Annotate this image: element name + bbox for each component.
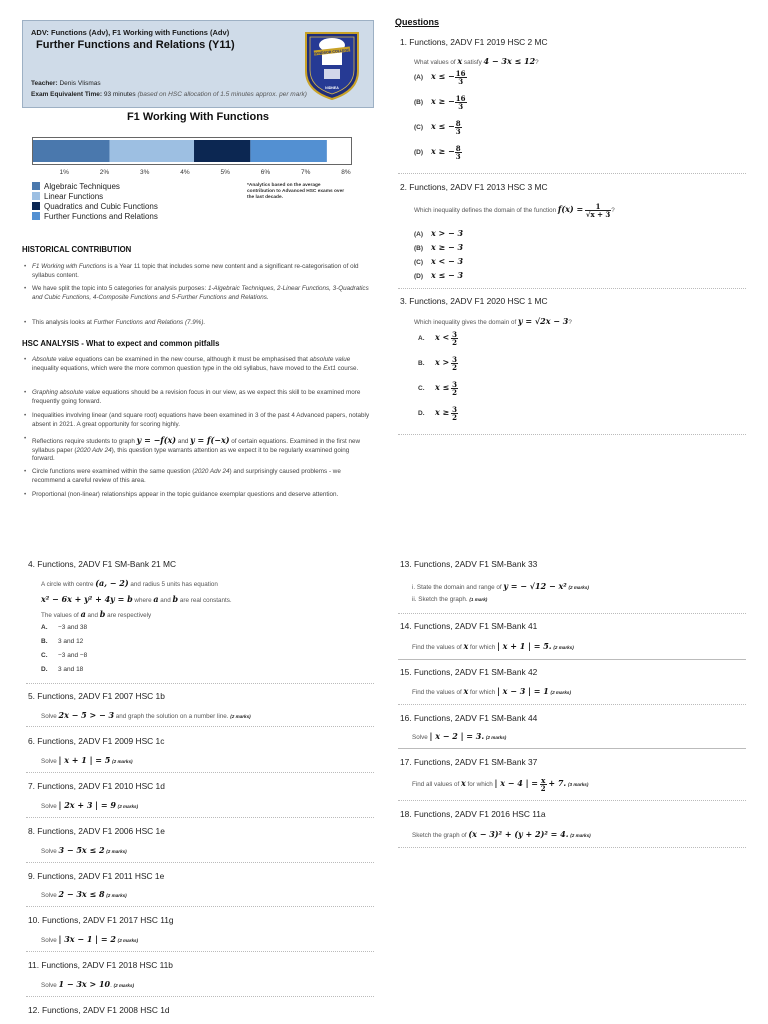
option-label: (B) [414,245,424,252]
option-text: 3 and 12 [58,638,84,645]
option-text: −3 and −8 [58,652,88,659]
stacked-bar-chart [32,137,352,165]
marks-label: (2 marks) [568,585,589,590]
legend-swatch [32,212,40,220]
stem-text: A circle with centre [41,581,96,588]
bullet-text: equations should be a revision focus in our view, as we expect this skill to be examined more frequently going forward. [32,389,361,405]
question-stem [41,710,251,720]
bullet-text: of certain equations. Examined in the first new syllabus paper ( [32,438,361,454]
marks-label: (2 marks) [117,804,139,809]
stem-text: What values of [414,59,458,66]
stem-text: Find the values of [412,644,464,651]
math-expression: x < [435,332,450,343]
stem-text: for which [465,781,495,789]
math-expression: | x − 2 | = 3. [429,731,485,741]
stem-text: ? [535,59,539,66]
marks-label: (2 marks) [113,983,135,988]
fraction [455,70,467,85]
math-expression: y = −f(x) [136,435,177,445]
question-title: 16. Functions, 2ADV F1 SM-Bank 44 [400,713,538,723]
header-subtitle: ADV: Functions (Adv), F1 Working with Functions (Adv) [31,28,230,37]
exam-time-value: 93 minutes [103,91,136,98]
math-expression: (x − 3)² + (y + 2)² = 4. [468,829,569,839]
stem-text: Sketch the graph of [412,832,469,839]
question-title: 9. Functions, 2ADV F1 2011 HSC 1e [28,871,165,881]
option-label: A. [41,624,48,631]
math-expression: x ≤ − [431,121,455,132]
exam-time-label: Exam Equivalent Time: [31,91,103,98]
question-title: 17. Functions, 2ADV F1 SM-Bank 37 [400,757,538,767]
analysis-bullet [32,356,372,373]
marks-label: (2 marks) [117,938,139,943]
divider [398,704,746,705]
option-label: (C) [414,259,424,266]
option-a [414,70,467,85]
divider [26,772,374,773]
numerator: 16 [455,94,466,103]
fraction [451,406,458,421]
math-expression: x ≥ [435,407,450,418]
marks-label: (2 marks) [112,759,133,764]
stem-text: and [85,612,100,619]
stem-text: are real constants. [178,597,232,604]
marks-label: (2 marks) [570,833,591,838]
marks-label: (2 marks) [485,735,507,740]
math-expression: x ≤ − 3 [431,270,464,280]
bullet-emphasis: 2020 Adv 24 [76,446,112,454]
fraction [455,120,462,135]
question-part-i [412,581,589,591]
option-text: 3 and 18 [58,666,84,673]
math-expression: x ≥ − 3 [431,242,464,252]
option-b [414,242,463,252]
bar-segment-1 [33,140,109,162]
option-label: (A) [414,231,424,238]
denominator: 3 [455,152,461,161]
denominator: 2 [452,388,457,397]
stem-text: and [158,597,173,604]
option-d [41,666,83,673]
question-title: 8. Functions, 2ADV F1 2006 HSC 1e [28,826,165,836]
question-title: 2. Functions, 2ADV F1 2013 HSC 3 MC [400,182,548,192]
option-label: B. [41,638,48,645]
math-expression: | x − 3 | = 1 [496,686,549,696]
math-expression: 4 − 3x ≤ 12 [483,56,536,66]
option-c [414,120,462,135]
numerator: 3 [452,355,457,364]
bullet-text: This analysis looks at [32,319,94,326]
bullet-emphasis: Absolute value [32,356,74,363]
question-stem [412,777,588,792]
fraction [451,356,458,371]
bar-segment-2 [109,140,194,162]
bullet-text: Circle functions were examined within the same question ( [32,468,195,475]
stem-text: for which [468,644,497,651]
x-tick-label: 1% [59,169,69,176]
stem-text: are respectively [105,612,152,619]
stem-text: The values of [41,612,81,619]
question-stem [41,755,133,765]
fraction [455,145,462,160]
question-stem [41,889,127,899]
question-stem [41,578,218,588]
marks-label: (2 marks) [553,645,574,650]
bar-segment-3 [194,140,250,162]
divider [26,817,374,818]
option-a [418,331,458,346]
divider [398,288,746,289]
option-label: B. [418,360,425,368]
numerator: 3 [452,405,457,414]
math-expression: x < − 3 [431,256,464,266]
historical-heading: HISTORICAL CONTRIBUTION [22,245,132,254]
question-stem [412,686,571,696]
historical-bullet [32,319,372,328]
math-expression: a [153,594,159,604]
question-title: 14. Functions, 2ADV F1 SM-Bank 41 [400,621,538,631]
legend-swatch [32,202,40,210]
bullet-text: ), this question type warrants attention as we expect it to be regularly examined going forward. [32,446,350,462]
math-expression: y = − √12 − x² [503,581,567,591]
question-stem [412,641,574,651]
legend-swatch [32,182,40,190]
numerator: 8 [455,119,461,128]
denominator: 2 [452,338,457,347]
question-title: 6. Functions, 2ADV F1 2009 HSC 1c [28,736,165,746]
stem-text: and graph the solution on a number line. [114,713,229,720]
analysis-bullet [32,389,372,406]
denominator: 2 [540,784,546,793]
legend-label: Further Functions and Relations [44,212,158,221]
option-d [414,270,463,280]
stem-text: ? [568,319,572,326]
divider [26,683,374,684]
bullet-emphasis: Ext1 [323,364,336,372]
math-expression: b [172,594,179,604]
divider [398,173,746,174]
divider [26,996,374,997]
math-expression: x [461,778,466,789]
historical-bullet [32,285,372,302]
option-a [414,228,463,238]
math-expression: | x − 4 | = [494,778,538,789]
question-stem [41,845,127,855]
math-expression: + 7. [548,778,567,789]
math-expression: | 3x − 1 | = 2 [58,934,116,944]
chart-title: F1 Working With Functions [126,111,270,123]
legend-label: Quadratics and Cubic Functions [44,202,158,211]
marks-label: (2 marks) [550,690,571,695]
math-expression: 2 − 3x ≤ 8 [58,889,105,899]
question-title: 7. Functions, 2ADV F1 2010 HSC 1d [28,781,165,791]
denominator: 3 [458,102,464,111]
stem-text: Solve [41,848,59,855]
bullet-emphasis: 2020 Adv 24 [194,468,230,475]
option-label: (A) [414,74,424,82]
option-label: C. [41,652,48,659]
fraction [540,777,547,792]
numerator: 1 [585,203,611,211]
math-expression: a [80,609,86,619]
option-d [418,406,458,421]
numerator: x [541,776,546,785]
question-title: 15. Functions, 2ADV F1 SM-Bank 42 [400,667,538,677]
question-stem [41,594,232,604]
math-expression: y = f(−x) [190,435,230,445]
denominator: 2 [452,413,457,422]
math-expression: x ≥ − [431,96,455,107]
stem-text: satisfy [462,59,484,66]
question-title: 3. Functions, 2ADV F1 2020 HSC 1 MC [400,296,548,306]
bullet-emphasis: Graphing absolute value [32,389,101,396]
x-tick-label: 8% [341,169,351,176]
question-title: 10. Functions, 2ADV F1 2017 HSC 11g [28,915,174,925]
math-expression: | x + 1 | = 5. [496,641,552,651]
question-part-ii [412,596,487,603]
stem-text: . [110,982,112,989]
bullet-emphasis: Further Functions and Relations (7.9%). [93,319,206,326]
svg-text:WINDSOR COLLEGE: WINDSOR COLLEGE [313,48,350,56]
stem-text: Solve [41,892,59,899]
questions-heading: Questions [395,17,440,27]
math-expression: f(x) = [557,204,584,215]
bullet-emphasis: F1 Working with Functions [32,263,107,270]
fraction [451,331,458,346]
option-c [414,256,463,266]
question-stem [41,979,134,989]
x-tick-label: 4% [180,169,190,176]
stem-text: and radius 5 units has equation [128,581,218,588]
question-stem [412,829,591,839]
question-stem [414,56,539,66]
bullet-emphasis: absolute value [309,356,351,363]
marks-label: (2 marks) [106,849,127,854]
math-expression: 2x − 5 > − 3 [58,710,115,720]
marks-label: (3 marks) [567,782,589,788]
math-expression: x [457,56,463,66]
option-c [418,381,458,396]
bullet-text: Proportional (non-linear) relationships appear in the topic guidance exemplar questions and deserve attention. [32,491,339,498]
teacher-name: Denis Vlismas [59,80,101,87]
historical-bullet [32,263,372,280]
question-stem [41,800,138,810]
header-title: Further Functions and Relations (Y11) [36,39,235,51]
legend-swatch [32,192,40,200]
math-expression: (a, − 2) [95,578,129,588]
exam-time-line [31,91,319,99]
option-b [418,356,458,371]
bullet-text: and [176,438,191,445]
question-stem [41,609,151,619]
divider [26,862,374,863]
numerator: 8 [455,144,461,153]
option-label: (B) [414,99,424,107]
x-tick-label: 7% [301,169,311,176]
divider [398,613,746,614]
stem-text: Solve [41,713,59,720]
question-title: 12. Functions, 2ADV F1 2008 HSC 1d [28,1005,170,1015]
x-tick-label: 3% [140,169,150,176]
fraction [455,95,467,110]
bullet-text: course. [335,364,359,372]
option-label: D. [41,666,48,673]
option-text: −3 and 38 [58,624,88,631]
question-title: 18. Functions, 2ADV F1 2016 HSC 11a [400,809,546,819]
marks-label: (2 marks) [230,714,251,719]
question-title: 11. Functions, 2ADV F1 2018 HSC 11b [28,960,173,970]
math-expression: x [463,641,469,651]
numerator: 16 [455,69,466,78]
option-label: A. [418,335,425,343]
option-label: (D) [414,273,424,280]
bar-segment-4 [250,140,326,162]
math-expression: x ≤ − [431,71,455,82]
divider [398,434,746,435]
stem-text: where [132,597,154,604]
numerator: 3 [452,380,457,389]
legend-item [32,212,158,221]
option-label: (C) [414,124,424,132]
math-expression: x² − 6x + y² + 4y = b [41,594,133,604]
math-expression: | x + 1 | = 5 [58,755,111,765]
question-title: 5. Functions, 2ADV F1 2007 HSC 1b [28,691,165,701]
divider [26,951,374,952]
question-stem [414,203,615,218]
bullet-text: Inequalities involving linear (and square root) equations have been examined in 3 of the past 4 Advanced papers, notably absent in 2021. A great opportunity for scoring highly. [32,412,370,428]
bullet-text: inequality equations, which were the more common question type in the old syllabus, have moved to the [32,364,324,372]
analysis-bullet [32,412,372,429]
analysis-bullet [32,435,372,464]
math-expression: y = √2x − 3 [517,316,569,326]
math-expression: b [99,609,106,619]
divider [26,906,374,907]
stem-text: i. State the domain and range of [412,584,504,591]
stem-text: Solve [41,758,59,765]
math-expression: x > [435,357,450,368]
denominator: 3 [458,77,464,86]
stem-text: Find the values of [412,689,464,696]
option-a [41,624,87,631]
x-tick-label: 2% [99,169,110,176]
bullet-text: We have split the topic into 5 categories for analysis purposes: [32,285,208,292]
divider [398,847,746,848]
divider [398,748,746,749]
stem-text: Which inequality gives the domain of [414,319,518,326]
analysis-bullet [32,468,372,485]
math-expression: 3 − 5x ≤ 2 [58,845,105,855]
question-stem [414,316,572,326]
question-title: 4. Functions, 2ADV F1 SM-Bank 21 MC [28,559,177,569]
stem-text: ? [611,207,615,215]
stem-text: Find all values of [412,781,462,789]
option-c [41,652,87,659]
legend-item [32,182,120,191]
math-expression: x [463,686,469,696]
option-d [414,145,462,160]
math-expression: | 2x + 3 | = 9 [58,800,116,810]
denominator: √x + 3 [585,210,611,219]
stem-text: Solve [412,734,430,741]
math-expression: x > − 3 [431,228,464,238]
exam-time-note: (based on HSC allocation of 1.5 minutes approx. per mark) [137,91,307,98]
bullet-text: Reflections require students to graph [32,438,137,445]
question-title: 1. Functions, 2ADV F1 2019 HSC 2 MC [400,37,548,47]
stem-text: ii. Sketch the graph. [412,596,468,603]
marks-label: (2 marks) [106,893,127,898]
legend-label: Linear Functions [44,192,104,201]
college-crest-logo [302,27,362,101]
stem-text: Solve [41,982,59,989]
stem-text: Which inequality defines the domain of the function [414,207,558,215]
option-label: C. [418,385,425,393]
bullet-text: ) and surprisingly caused problems - we recommend a careful review of this area. [32,468,341,484]
numerator: 3 [452,330,457,339]
denominator: 2 [452,363,457,372]
chart-bars [33,138,351,164]
option-b [41,638,83,645]
legend-item [32,202,158,211]
x-tick-label: 5% [220,169,230,176]
math-expression: 1 − 3x > 10 [58,979,111,989]
teacher-label: Teacher: [31,80,58,87]
bullet-text: is a Year 11 topic that includes some new content and a significant re-categorisation of old syllabus content. [32,263,359,279]
bullet-text: equations can be examined in the new course, although it must be emphasised that [73,356,310,363]
divider [398,800,746,801]
stem-text: Solve [41,937,59,944]
x-tick-label: 6% [260,169,271,176]
math-expression: x ≥ − [431,146,455,157]
svg-text:NIDNEA: NIDNEA [325,86,339,90]
option-label: D. [418,410,425,418]
option-b [414,95,467,110]
legend-item [32,192,103,201]
stem-text: Solve [41,803,59,810]
header-box [22,20,374,108]
question-stem [41,934,138,944]
question-stem [412,731,506,741]
option-label: (D) [414,149,424,157]
fraction [451,381,458,396]
analysis-bullet [32,491,372,500]
legend-label: Algebraic Techniques [44,182,120,191]
math-expression: x ≤ [435,382,450,393]
analytics-note: *Analytics based on the average contribution to Advanced HSC exams over the last decade. [247,183,345,200]
bullet-emphasis: 1-Algebraic Techniques, 2-Linear Functions, 3-Quadratics and Cubic Functions, 4-Composite Functions and 5-Further Functions and Relations. [32,285,369,301]
analysis-heading: HSC ANALYSIS - What to expect and common pitfalls [22,339,220,348]
question-title: 13. Functions, 2ADV F1 SM-Bank 33 [400,559,538,569]
divider [26,726,374,727]
fraction [585,203,611,218]
denominator: 3 [455,127,461,136]
divider [398,659,746,660]
stem-text: for which [468,689,497,696]
marks-label: (1 mark) [469,597,488,602]
teacher-line [31,80,101,87]
